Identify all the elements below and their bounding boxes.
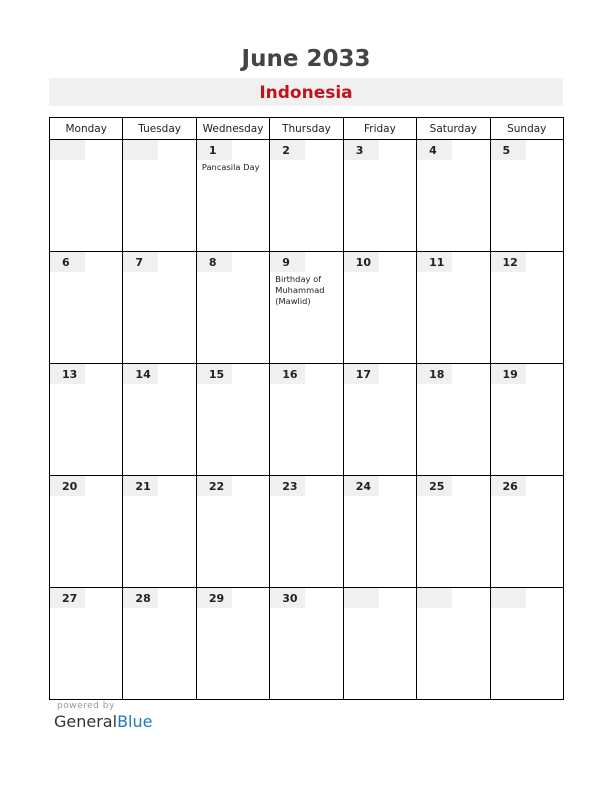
day-number: 29 (197, 588, 232, 608)
weekday-header: Tuesday (123, 118, 196, 140)
day-cell (123, 140, 196, 252)
day-cell (50, 140, 123, 252)
day-cell (270, 140, 343, 252)
day-number: 17 (344, 364, 379, 384)
weekday-header: Saturday (417, 118, 490, 140)
brand-blue: Blue (117, 712, 153, 731)
generalblue-logo[interactable] (54, 712, 152, 731)
weekday-header: Friday (343, 118, 416, 140)
day-number: 28 (123, 588, 158, 608)
day-number: 13 (50, 364, 85, 384)
day-cell (123, 588, 196, 700)
day-number (344, 588, 379, 608)
day-number: 22 (197, 476, 232, 496)
brand-general: General (54, 712, 118, 731)
day-number: 26 (491, 476, 526, 496)
week-row (50, 588, 564, 700)
powered-by-label: powered by (57, 701, 115, 711)
holiday-label: Pancasila Day (201, 162, 260, 172)
day-number: 24 (344, 476, 379, 496)
day-cell (196, 252, 269, 364)
day-cell (270, 476, 343, 588)
day-cell (123, 252, 196, 364)
day-cell (343, 588, 416, 700)
day-cell (270, 252, 343, 364)
day-number (417, 588, 452, 608)
day-number: 15 (197, 364, 232, 384)
calendar-title: June 2033 (241, 46, 371, 72)
day-cell (417, 364, 490, 476)
weekday-header: Thursday (270, 118, 343, 140)
day-number: 6 (50, 252, 85, 272)
day-cell (196, 364, 269, 476)
week-row (50, 476, 564, 588)
day-number (123, 140, 158, 160)
day-cell (343, 476, 416, 588)
day-number: 16 (270, 364, 305, 384)
day-number: 2 (270, 140, 305, 160)
day-number: 7 (123, 252, 158, 272)
day-cell (490, 140, 563, 252)
day-cell (196, 476, 269, 588)
day-cell (417, 140, 490, 252)
day-number (50, 140, 85, 160)
day-cell (270, 588, 343, 700)
day-number: 20 (50, 476, 85, 496)
day-cell (196, 140, 269, 252)
day-cell (490, 252, 563, 364)
day-number: 14 (123, 364, 158, 384)
weekday-header: Wednesday (196, 118, 269, 140)
country-banner (49, 78, 563, 106)
day-number: 1 (197, 140, 232, 160)
day-cell (270, 364, 343, 476)
weekday-header: Monday (50, 118, 123, 140)
day-number: 9 (270, 252, 305, 272)
day-number: 12 (491, 252, 526, 272)
weekday-header-row (50, 118, 564, 140)
day-cell (417, 588, 490, 700)
day-number: 10 (344, 252, 379, 272)
day-cell (490, 588, 563, 700)
week-row (50, 140, 564, 252)
day-number: 5 (491, 140, 526, 160)
day-cell (490, 476, 563, 588)
day-cell (343, 364, 416, 476)
day-cell (343, 252, 416, 364)
day-cell (343, 140, 416, 252)
day-number: 11 (417, 252, 452, 272)
day-cell (50, 476, 123, 588)
day-number: 30 (270, 588, 305, 608)
day-number: 8 (197, 252, 232, 272)
day-cell (50, 364, 123, 476)
calendar-grid (49, 117, 564, 700)
weekday-header: Sunday (490, 118, 563, 140)
day-cell (490, 364, 563, 476)
day-number: 23 (270, 476, 305, 496)
week-row (50, 252, 564, 364)
day-number: 3 (344, 140, 379, 160)
day-number: 21 (123, 476, 158, 496)
country-name: Indonesia (259, 83, 353, 103)
day-number: 19 (491, 364, 526, 384)
day-number: 4 (417, 140, 452, 160)
day-cell (196, 588, 269, 700)
day-number: 27 (50, 588, 85, 608)
week-row (50, 364, 564, 476)
holiday-label: Birthday of Muhammad (Mawlid) (275, 274, 325, 306)
day-cell (50, 252, 123, 364)
day-cell (123, 364, 196, 476)
day-number: 25 (417, 476, 452, 496)
day-cell (417, 476, 490, 588)
day-cell (50, 588, 123, 700)
day-cell (417, 252, 490, 364)
day-number: 18 (417, 364, 452, 384)
day-number (491, 588, 526, 608)
day-cell (123, 476, 196, 588)
